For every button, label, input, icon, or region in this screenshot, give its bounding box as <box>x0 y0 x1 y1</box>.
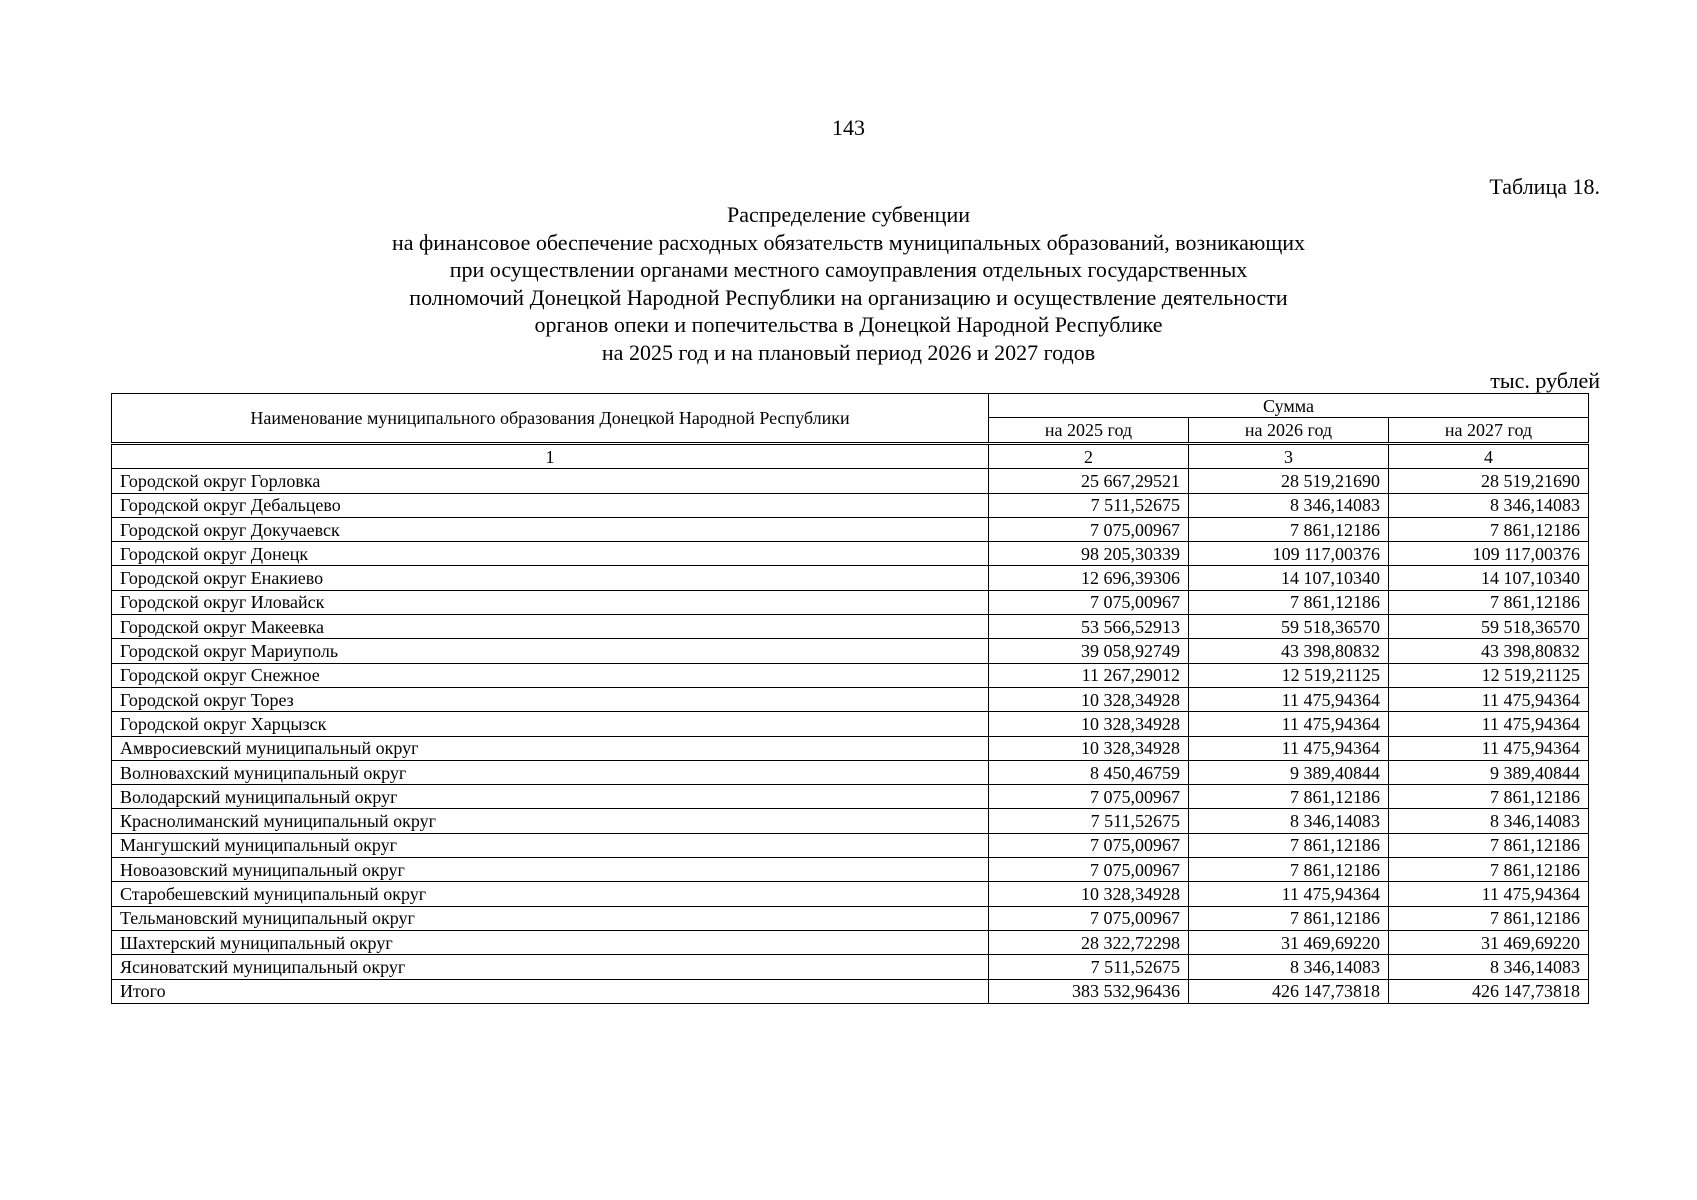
amount-cell: 7 861,12186 <box>1189 833 1389 857</box>
table-row <box>112 615 1589 639</box>
amount-cell: 11 475,94364 <box>1389 712 1589 736</box>
table-row <box>112 809 1589 833</box>
amount-cell: 39 058,92749 <box>989 639 1189 663</box>
amount-cell: 109 117,00376 <box>1389 542 1589 566</box>
municipality-name-cell: Итого <box>112 979 989 1003</box>
amount-cell: 8 346,14083 <box>1189 809 1389 833</box>
amount-cell: 7 075,00967 <box>989 590 1189 614</box>
amount-cell: 9 389,40844 <box>1389 760 1589 784</box>
units-label: тыс. рублей <box>1490 368 1600 393</box>
amount-cell: 28 519,21690 <box>1189 469 1389 493</box>
table-body <box>112 444 1589 1004</box>
amount-cell: 31 469,69220 <box>1189 930 1389 954</box>
municipality-name-cell: Городской округ Енакиево <box>112 566 989 590</box>
table-row <box>112 687 1589 711</box>
amount-cell: 8 450,46759 <box>989 760 1189 784</box>
amount-cell: 43 398,80832 <box>1189 639 1389 663</box>
amount-cell: 7 511,52675 <box>989 809 1189 833</box>
municipality-name-cell: Новоазовский муниципальный округ <box>112 858 989 882</box>
amount-cell: 7 075,00967 <box>989 833 1189 857</box>
amount-cell: 7 861,12186 <box>1389 833 1589 857</box>
header-year-cell: на 2027 год <box>1389 418 1589 444</box>
amount-cell: 11 475,94364 <box>1389 687 1589 711</box>
amount-cell: 10 328,34928 <box>989 736 1189 760</box>
table-row <box>112 639 1589 663</box>
table-row <box>112 542 1589 566</box>
municipality-name-cell: Шахтерский муниципальный округ <box>112 930 989 954</box>
amount-cell: 9 389,40844 <box>1189 760 1389 784</box>
amount-cell: 12 696,39306 <box>989 566 1189 590</box>
amount-cell: 11 475,94364 <box>1389 736 1589 760</box>
amount-cell: 7 861,12186 <box>1389 785 1589 809</box>
table-row <box>112 955 1589 979</box>
amount-cell: 7 075,00967 <box>989 785 1189 809</box>
table-row <box>112 590 1589 614</box>
amount-cell: 7 511,52675 <box>989 493 1189 517</box>
amount-cell: 10 328,34928 <box>989 687 1189 711</box>
municipality-name-cell: Городской округ Донецк <box>112 542 989 566</box>
header-row <box>112 394 1589 418</box>
municipality-name-cell: Городской округ Торез <box>112 687 989 711</box>
municipality-name-cell: Мангушский муниципальный округ <box>112 833 989 857</box>
subvention-table <box>111 393 1589 1004</box>
amount-cell: 59 518,36570 <box>1189 615 1389 639</box>
table-row <box>112 760 1589 784</box>
municipality-name-cell: Городской округ Иловайск <box>112 590 989 614</box>
table-row <box>112 517 1589 541</box>
amount-cell: 7 861,12186 <box>1389 906 1589 930</box>
column-number-cell: 3 <box>1189 444 1389 469</box>
page-number: 143 <box>832 115 865 140</box>
title-line: органов опеки и попечительства в Донецкой Народной Республике <box>534 312 1163 337</box>
document-title <box>0 201 1697 366</box>
title-line: на финансовое обеспечение расходных обязательств муниципальных образований, возникающих <box>391 229 1306 255</box>
column-number-row <box>112 444 1589 469</box>
amount-cell: 8 346,14083 <box>1189 493 1389 517</box>
municipality-name-cell: Тельмановский муниципальный округ <box>112 906 989 930</box>
title-line: Распределение субвенции <box>726 202 971 227</box>
table-row <box>112 833 1589 857</box>
amount-cell: 28 519,21690 <box>1389 469 1589 493</box>
amount-cell: 7 861,12186 <box>1189 590 1389 614</box>
municipality-name-cell: Городской округ Харцызск <box>112 712 989 736</box>
title-line: полномочий Донецкой Народной Республики на организацию и осуществление деятельности <box>409 284 1288 310</box>
municipality-name-cell: Волновахский муниципальный округ <box>112 760 989 784</box>
amount-cell: 59 518,36570 <box>1389 615 1589 639</box>
amount-cell: 7 861,12186 <box>1389 858 1589 882</box>
header-sum-cell: Сумма <box>989 394 1589 418</box>
municipality-name-cell: Городской округ Докучаевск <box>112 517 989 541</box>
amount-cell: 11 475,94364 <box>1189 687 1389 711</box>
table-row <box>112 663 1589 687</box>
title-line: на 2025 год и на плановый период 2026 и 2027 годов <box>601 339 1096 365</box>
amount-cell: 14 107,10340 <box>1189 566 1389 590</box>
amount-cell: 426 147,73818 <box>1389 979 1589 1003</box>
column-number-cell: 4 <box>1389 444 1589 469</box>
amount-cell: 7 861,12186 <box>1189 858 1389 882</box>
amount-cell: 11 267,29012 <box>989 663 1189 687</box>
amount-cell: 14 107,10340 <box>1389 566 1589 590</box>
amount-cell: 7 075,00967 <box>989 858 1189 882</box>
municipality-name-cell: Володарский муниципальный округ <box>112 785 989 809</box>
municipality-name-cell: Городской округ Дебальцево <box>112 493 989 517</box>
table-label: Таблица 18. <box>1489 174 1600 199</box>
amount-cell: 426 147,73818 <box>1189 979 1389 1003</box>
amount-cell: 43 398,80832 <box>1389 639 1589 663</box>
amount-cell: 7 075,00967 <box>989 517 1189 541</box>
column-number-cell: 1 <box>112 444 989 469</box>
municipality-name-cell: Амвросиевский муниципальный округ <box>112 736 989 760</box>
amount-cell: 383 532,96436 <box>989 979 1189 1003</box>
amount-cell: 11 475,94364 <box>1189 736 1389 760</box>
amount-cell: 7 861,12186 <box>1189 517 1389 541</box>
amount-cell: 8 346,14083 <box>1189 955 1389 979</box>
amount-cell: 25 667,29521 <box>989 469 1189 493</box>
amount-cell: 7 511,52675 <box>989 955 1189 979</box>
amount-cell: 98 205,30339 <box>989 542 1189 566</box>
table-row <box>112 858 1589 882</box>
table-row <box>112 785 1589 809</box>
municipality-name-cell: Старобешевский муниципальный округ <box>112 882 989 906</box>
header-year-cell: на 2025 год <box>989 418 1189 444</box>
municipality-name-cell: Краснолиманский муниципальный округ <box>112 809 989 833</box>
table-row <box>112 712 1589 736</box>
amount-cell: 12 519,21125 <box>1389 663 1589 687</box>
amount-cell: 11 475,94364 <box>1389 882 1589 906</box>
amount-cell: 7 075,00967 <box>989 906 1189 930</box>
table-row <box>112 566 1589 590</box>
amount-cell: 11 475,94364 <box>1189 712 1389 736</box>
amount-cell: 8 346,14083 <box>1389 493 1589 517</box>
table-header <box>112 394 1589 444</box>
table-row <box>112 736 1589 760</box>
amount-cell: 109 117,00376 <box>1189 542 1389 566</box>
municipality-name-cell: Городской округ Макеевка <box>112 615 989 639</box>
table-row <box>112 882 1589 906</box>
header-name-cell: Наименование муниципального образования Донецкой Народной Республики <box>112 394 989 444</box>
table-row <box>112 930 1589 954</box>
amount-cell: 8 346,14083 <box>1389 955 1589 979</box>
amount-cell: 28 322,72298 <box>989 930 1189 954</box>
table-row <box>112 469 1589 493</box>
total-row <box>112 979 1589 1003</box>
column-number-cell: 2 <box>989 444 1189 469</box>
amount-cell: 7 861,12186 <box>1189 906 1389 930</box>
amount-cell: 8 346,14083 <box>1389 809 1589 833</box>
municipality-name-cell: Городской округ Горловка <box>112 469 989 493</box>
municipality-name-cell: Городской округ Снежное <box>112 663 989 687</box>
municipality-name-cell: Городской округ Мариуполь <box>112 639 989 663</box>
amount-cell: 7 861,12186 <box>1389 590 1589 614</box>
amount-cell: 10 328,34928 <box>989 882 1189 906</box>
amount-cell: 31 469,69220 <box>1389 930 1589 954</box>
table-row <box>112 906 1589 930</box>
amount-cell: 12 519,21125 <box>1189 663 1389 687</box>
municipality-name-cell: Ясиноватский муниципальный округ <box>112 955 989 979</box>
table-row <box>112 493 1589 517</box>
title-line: при осуществлении органами местного самоуправления отдельных государственных <box>449 257 1248 282</box>
amount-cell: 11 475,94364 <box>1189 882 1389 906</box>
amount-cell: 53 566,52913 <box>989 615 1189 639</box>
amount-cell: 7 861,12186 <box>1389 517 1589 541</box>
amount-cell: 7 861,12186 <box>1189 785 1389 809</box>
header-year-cell: на 2026 год <box>1189 418 1389 444</box>
amount-cell: 10 328,34928 <box>989 712 1189 736</box>
